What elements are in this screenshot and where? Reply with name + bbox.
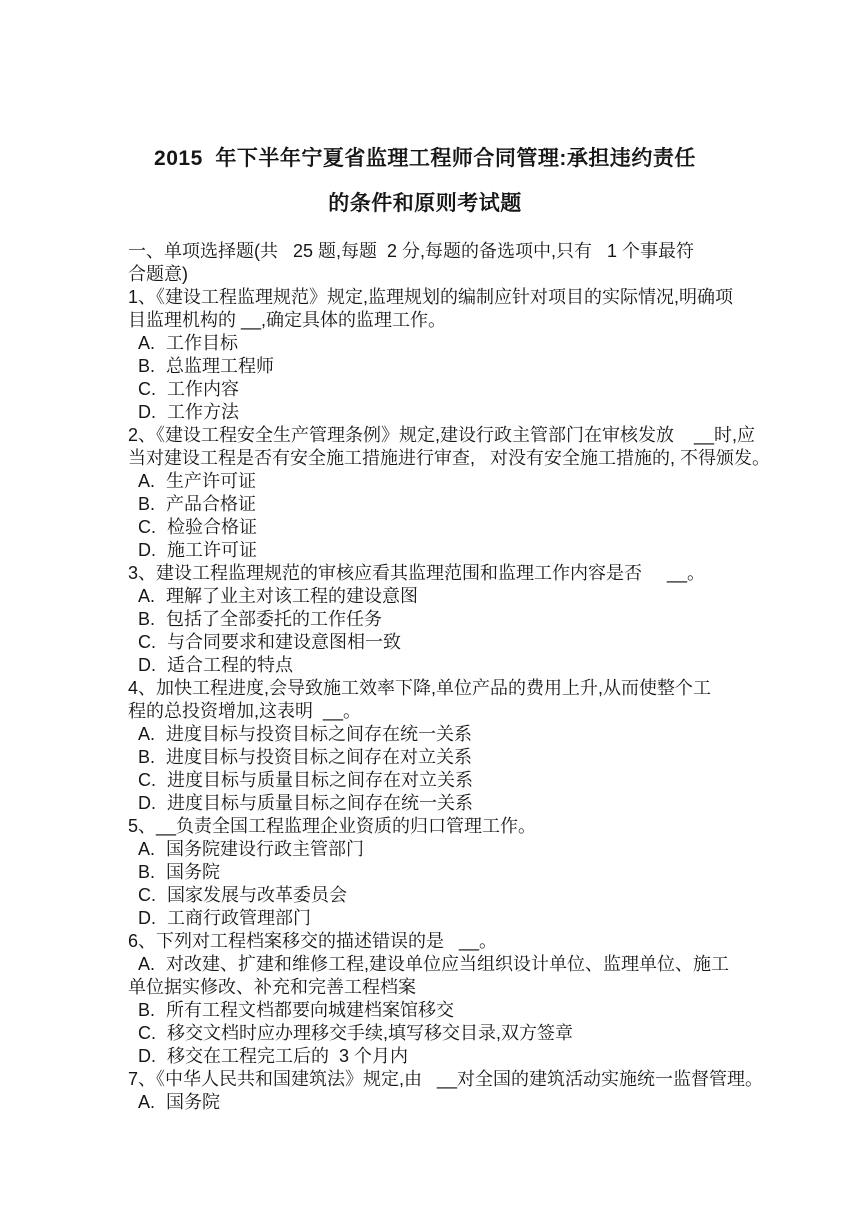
option-row <box>128 861 744 884</box>
question-stem-line: 2、《建设工程安全生产管理条例》规定,建设行政主管部门在审核发放 __时,应 <box>128 425 756 445</box>
question-stem-line: 1、《建设工程监理规范》规定,监理规划的编制应针对项目的实际情况,明确项 <box>128 287 734 307</box>
option-text: 工作目标 <box>166 333 239 353</box>
option-text: 适合工程的特点 <box>167 655 293 675</box>
option-label: C. <box>138 517 156 537</box>
question-stem-line: 程的总投资增加,这表明 __。 <box>128 701 362 721</box>
question-stem-line: 3、建设工程监理规范的审核应看其监理范围和监理工作内容是否 __。 <box>128 563 706 583</box>
option-text: 总监理工程师 <box>166 356 275 376</box>
option-text: 进度目标与质量目标之间存在对立关系 <box>167 770 473 790</box>
option-row <box>128 585 744 608</box>
question-stem-line: 4、加快工程进度,会导致施工效率下降,单位产品的费用上升,从而使整个工 <box>128 678 712 698</box>
option-text: 工作方法 <box>167 402 239 422</box>
option-text: 工商行政管理部门 <box>167 908 311 928</box>
option-label: B. <box>138 356 156 376</box>
option-label: B. <box>138 494 156 514</box>
option-row <box>128 769 744 792</box>
option-text: 进度目标与投资目标之间存在对立关系 <box>166 747 473 767</box>
question-block <box>128 424 771 562</box>
option-row <box>128 1091 744 1114</box>
question-block <box>128 930 744 1068</box>
option-label: C. <box>138 770 156 790</box>
option-row <box>128 999 744 1022</box>
section-intro-line-1: 一、单项选择题(共 25 题,每题 2 分,每题的备选项中,只有 1 个事最符 <box>128 241 695 261</box>
option-text: 生产许可证 <box>166 471 257 491</box>
option-text: 对改建、扩建和维修工程,建设单位应当组织设计单位、监理单位、施工单位据实修改、补充和完善工程档案 <box>128 954 730 997</box>
option-row <box>128 723 744 746</box>
option-label: B. <box>138 609 156 629</box>
option-text: 包括了全部委托的工作任务 <box>166 609 383 629</box>
option-row <box>128 401 744 424</box>
option-row <box>128 838 744 861</box>
option-text: 国务院建设行政主管部门 <box>166 839 365 859</box>
option-row <box>128 953 744 999</box>
option-row <box>128 907 744 930</box>
option-row <box>128 1045 744 1068</box>
option-text: 移交在工程完工后的 3 个月内 <box>167 1046 409 1066</box>
option-label: C. <box>138 632 156 652</box>
option-text: 工作内容 <box>167 379 239 399</box>
option-label: A. <box>138 954 156 974</box>
questions-list <box>128 286 771 1114</box>
option-label: A. <box>138 839 156 859</box>
option-label: C. <box>138 379 156 399</box>
option-text: 进度目标与质量目标之间存在统一关系 <box>167 793 473 813</box>
section-intro-line-2: 合题意) <box>128 264 188 284</box>
option-row <box>128 884 744 907</box>
option-row <box>128 608 744 631</box>
option-label: D. <box>138 1046 156 1066</box>
document-title-line-2: 的条件和原则考试题 <box>328 192 522 215</box>
option-text: 产品合格证 <box>166 494 257 514</box>
option-label: D. <box>138 655 156 675</box>
option-text: 国务院 <box>166 862 221 882</box>
option-row <box>128 470 744 493</box>
option-text: 移交文档时应办理移交手续,填写移交目录,双方签章 <box>167 1023 573 1043</box>
question-block <box>128 1068 764 1114</box>
document-content <box>128 136 771 1114</box>
option-label: A. <box>138 724 156 744</box>
question-block <box>128 286 744 424</box>
option-label: C. <box>138 885 156 905</box>
option-text: 检验合格证 <box>167 517 257 537</box>
option-text: 理解了业主对该工程的建设意图 <box>166 586 419 606</box>
question-block <box>128 815 744 930</box>
question-stem-line: 5、__负责全国工程监理企业资质的归口管理工作。 <box>128 816 537 836</box>
question-block <box>128 562 744 677</box>
question-stem-line: 目监理机构的 __,确定具体的监理工作。 <box>128 310 447 330</box>
option-label: D. <box>138 908 156 928</box>
option-label: A. <box>138 333 156 353</box>
question-stem-line: 当对建设工程是否有安全施工措施进行审查, 对没有安全施工措施的, 不得颁发。 <box>128 448 771 468</box>
option-row <box>128 746 744 769</box>
option-text: 施工许可证 <box>167 540 257 560</box>
option-label: A. <box>138 471 156 491</box>
option-row <box>128 516 744 539</box>
document-title-line-1: 2015 年下半年宁夏省监理工程师合同管理:承担违约责任 <box>154 147 696 170</box>
option-label: D. <box>138 402 156 422</box>
option-row <box>128 539 744 562</box>
option-text: 所有工程文档都要向城建档案馆移交 <box>166 1000 455 1020</box>
option-row <box>128 493 744 516</box>
document-body <box>128 240 771 1114</box>
option-text: 与合同要求和建设意图相一致 <box>167 632 401 652</box>
option-label: D. <box>138 540 156 560</box>
option-row <box>128 378 744 401</box>
option-row <box>128 355 744 378</box>
document-title <box>106 136 744 226</box>
option-row <box>128 1022 744 1045</box>
option-label: B. <box>138 1000 156 1020</box>
option-text: 国务院 <box>166 1092 221 1112</box>
option-label: D. <box>138 793 156 813</box>
option-row <box>128 332 744 355</box>
question-stem-line: 7、《中华人民共和国建筑法》规定,由 __对全国的建筑活动实施统一监督管理。 <box>128 1069 764 1089</box>
option-label: B. <box>138 862 156 882</box>
question-stem-line: 6、下列对工程档案移交的描述错误的是 __。 <box>128 931 498 951</box>
option-text: 进度目标与投资目标之间存在统一关系 <box>166 724 473 744</box>
option-row <box>128 792 744 815</box>
option-label: C. <box>138 1023 156 1043</box>
option-label: A. <box>138 1092 156 1112</box>
option-label: B. <box>138 747 156 767</box>
option-text: 国家发展与改革委员会 <box>167 885 347 905</box>
question-block <box>128 677 744 815</box>
option-label: A. <box>138 586 156 606</box>
option-row <box>128 654 744 677</box>
option-row <box>128 631 744 654</box>
